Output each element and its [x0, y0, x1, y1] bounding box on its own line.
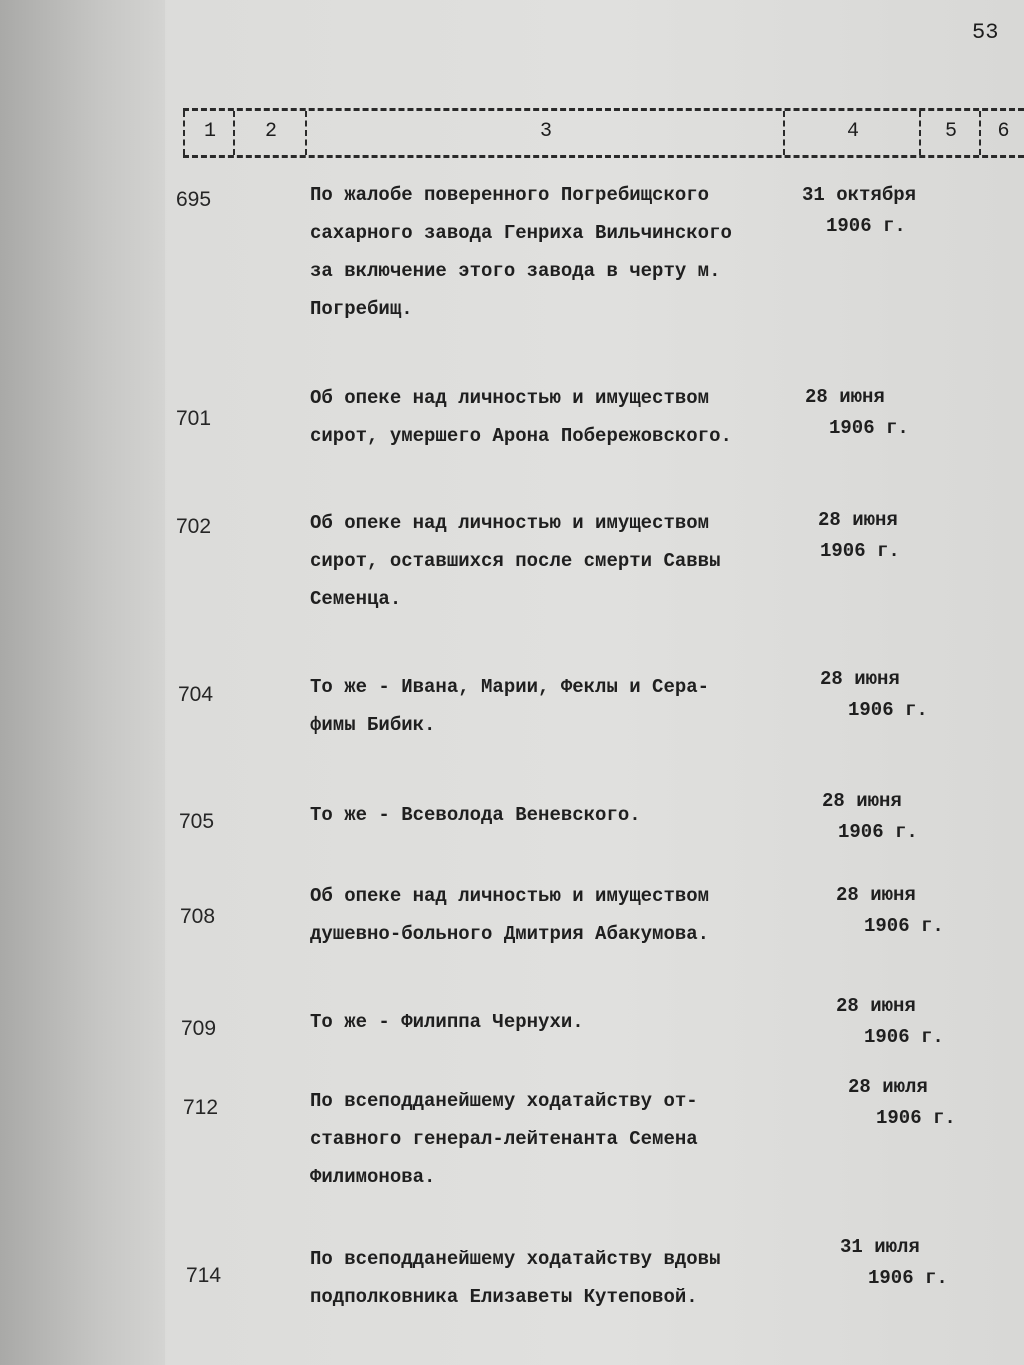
entry-date-year: 1906 г. — [864, 915, 944, 937]
entry-description: По всеподданейшему ходатайству вдовы подполковника Елизаветы Кутеповой. — [310, 1248, 721, 1308]
entry-description: По всеподданейшему ходатайству от- ставного генерал-лейтенанта Семена Филимонова. — [310, 1090, 698, 1188]
entry-date-day: 28 июля — [848, 1076, 928, 1098]
entry-date-day: 31 июля — [840, 1236, 920, 1258]
entry-date — [840, 1232, 948, 1294]
entry-description: По жалобе поверенного Погребищского сахарного завода Генриха Вильчинского за включение этого завода в черту м. Погребищ. — [310, 184, 732, 320]
left-page-gutter — [0, 0, 165, 1365]
header-col-4: 4 — [783, 111, 921, 155]
table-header — [183, 108, 1024, 158]
entry-description: То же - Филиппа Чернухи. — [310, 1011, 584, 1033]
entry-number: 704 — [178, 683, 214, 706]
header-col-2: 2 — [233, 111, 307, 155]
entry-number: 705 — [179, 810, 215, 833]
entry-date — [848, 1072, 956, 1134]
entry-number: 709 — [181, 1017, 217, 1040]
entry-date-year: 1906 г. — [829, 417, 909, 439]
entry-number: 695 — [176, 188, 212, 211]
entry-date — [836, 991, 944, 1053]
entry-date-day: 28 июня — [818, 509, 898, 531]
entry-date-day: 28 июня — [836, 995, 916, 1017]
entry-date-day: 28 июня — [822, 790, 902, 812]
header-col-6: 6 — [979, 111, 1024, 155]
entry-description: Об опеке над личностью и имуществом сирот, оставшихся после смерти Саввы Семенца. — [310, 512, 721, 610]
entry-date — [818, 505, 900, 567]
entry-description: То же - Ивана, Марии, Феклы и Сера- фимы Бибик. — [310, 676, 710, 736]
entry-number: 714 — [186, 1264, 222, 1287]
entry-description: Об опеке над личностью и имуществом душевно-больного Дмитрия Абакумова. — [310, 885, 710, 945]
page-number: 53 — [972, 20, 999, 45]
entry-date-year: 1906 г. — [848, 699, 928, 721]
entry-date — [805, 382, 909, 444]
header-col-3: 3 — [305, 111, 785, 155]
entry-date-year: 1906 г. — [820, 540, 900, 562]
entry-date-day: 28 июня — [820, 668, 900, 690]
header-col-5: 5 — [919, 111, 981, 155]
entry-date-day: 28 июня — [836, 884, 916, 906]
entry-date — [836, 880, 944, 942]
entry-date — [820, 664, 928, 726]
header-col-1: 1 — [183, 111, 235, 155]
entry-number: 702 — [176, 515, 212, 538]
entry-number: 701 — [176, 407, 212, 430]
entry-date-year: 1906 г. — [864, 1026, 944, 1048]
entry-date-year: 1906 г. — [838, 821, 918, 843]
entry-date-year: 1906 г. — [868, 1267, 948, 1289]
entry-date-year: 1906 г. — [876, 1107, 956, 1129]
entry-date-day: 28 июня — [805, 386, 885, 408]
entry-date-year: 1906 г. — [826, 215, 906, 237]
entry-description: Об опеке над личностью и имуществом сирот, умершего Арона Побережовского. — [310, 387, 732, 447]
entry-description: То же - Всеволода Веневского. — [310, 804, 641, 826]
entry-date — [802, 180, 916, 242]
entry-date-day: 31 октября — [802, 184, 917, 206]
entry-number: 708 — [180, 905, 216, 928]
entry-date — [822, 786, 918, 848]
entry-number: 712 — [183, 1096, 219, 1119]
